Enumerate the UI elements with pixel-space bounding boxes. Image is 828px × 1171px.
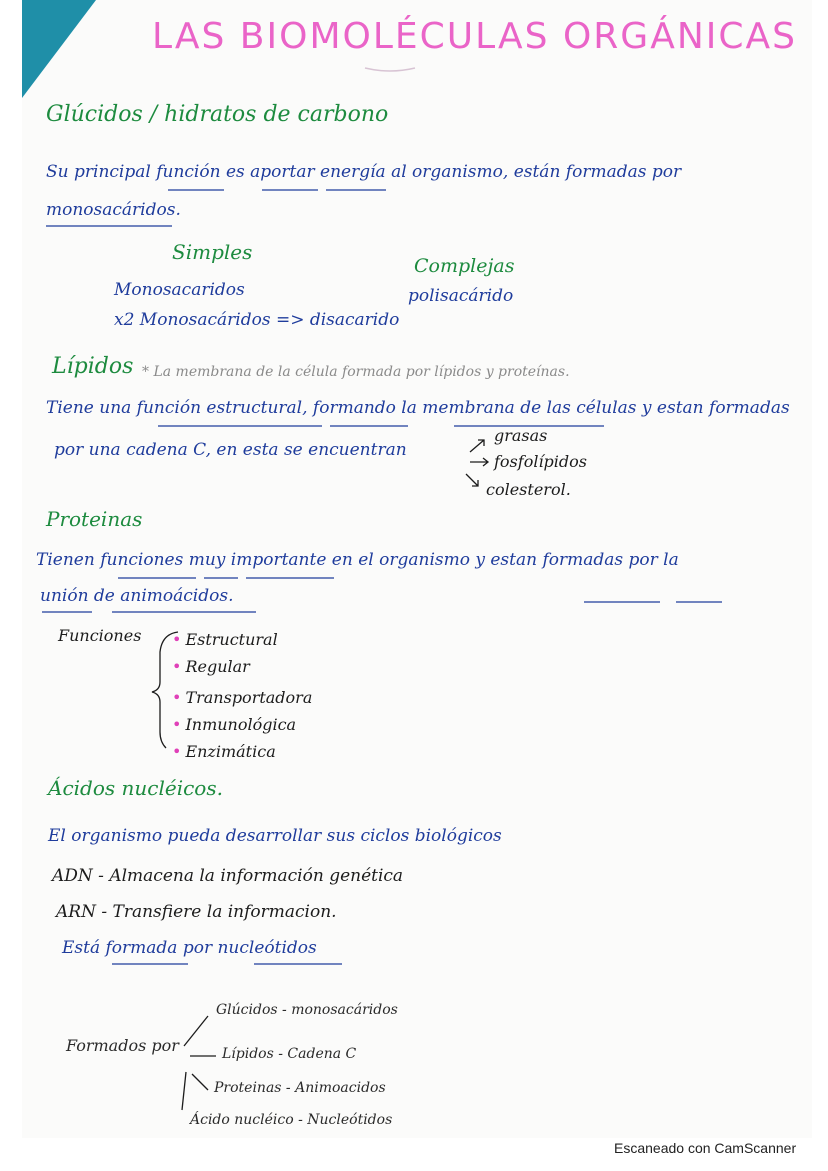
lipidos-text-line-1: Tiene una función estructural, formando la membrana de las células y estan formadas [46, 398, 790, 418]
proteinas-text-line-1: Tienen funciones muy importante en el organismo y estan formadas por la [36, 550, 679, 570]
funcion-item: • Inmunológica [172, 715, 297, 734]
funcion-item: • Transportadora [172, 688, 313, 707]
page-title: LAS BIOMOLÉCULAS ORGÁNICAS [152, 16, 797, 57]
arrow-colesterol [466, 474, 478, 486]
branch-acido [182, 1072, 186, 1110]
glucidos-heading: Glúcidos / hidratos de carbono [46, 102, 389, 127]
lipidos-list-item: fosfolípidos [494, 452, 587, 471]
bullet-dot: • [172, 715, 182, 734]
complejas-item: polisacárido [408, 286, 514, 306]
arrow-fosfolipidos [470, 458, 488, 466]
acidos-text: El organismo pueda desarrollar sus ciclos biológicos [48, 826, 502, 846]
scanner-watermark: Escaneado con CamScanner [614, 1140, 797, 1156]
lipidos-heading: Lípidos [52, 354, 134, 379]
lipidos-note: * La membrana de la célula formada por lípidos y proteínas. [142, 364, 570, 380]
formados-item: Proteinas - Animoacidos [214, 1080, 386, 1096]
formados-item: Glúcidos - monosacáridos [216, 1002, 398, 1018]
funcion-item: • Enzimática [172, 742, 276, 761]
complejas-heading: Complejas [414, 255, 515, 277]
arrow-grasas [470, 440, 484, 452]
glucidos-text-line-2: monosacáridos. [46, 200, 181, 220]
simples-item: x2 Monosacáridos => disacarido [114, 310, 400, 330]
lipidos-list-item: grasas [494, 426, 548, 445]
bullet-dot: • [172, 630, 182, 649]
acidos-heading: Ácidos nucléicos. [48, 776, 223, 800]
simples-item: Monosacaridos [114, 280, 245, 300]
arn-line: ARN - Transfiere la informacion. [56, 902, 337, 922]
adn-line: ADN - Almacena la información genética [52, 866, 404, 886]
funcion-item: • Regular [172, 657, 250, 676]
proteinas-heading: Proteinas [46, 507, 143, 531]
funcion-item: • Estructural [172, 630, 278, 649]
formados-item: Ácido nucléico - Nucleótidos [190, 1112, 393, 1128]
acidos-formada-line: Está formada por nucleótidos [62, 938, 317, 958]
funciones-bracket [152, 632, 178, 748]
simples-heading: Simples [172, 240, 253, 264]
lipidos-list-item: colesterol. [486, 480, 571, 499]
formados-item: Lípidos - Cadena C [222, 1046, 357, 1062]
funciones-label: Funciones [58, 626, 142, 645]
proteinas-text-line-2: unión de animoácidos. [40, 586, 234, 606]
formados-label: Formados por [66, 1036, 179, 1055]
bullet-dot: • [172, 742, 182, 761]
title-squiggle [365, 68, 415, 71]
lipidos-text-line-2: por una cadena C, en esta se encuentran [54, 440, 407, 460]
glucidos-text-line-1: Su principal función es aportar energía al organismo, están formadas por [46, 162, 682, 182]
branch-proteinas [192, 1074, 208, 1090]
branch-glucidos [184, 1016, 208, 1046]
bullet-dot: • [172, 657, 182, 676]
bullet-dot: • [172, 688, 182, 707]
